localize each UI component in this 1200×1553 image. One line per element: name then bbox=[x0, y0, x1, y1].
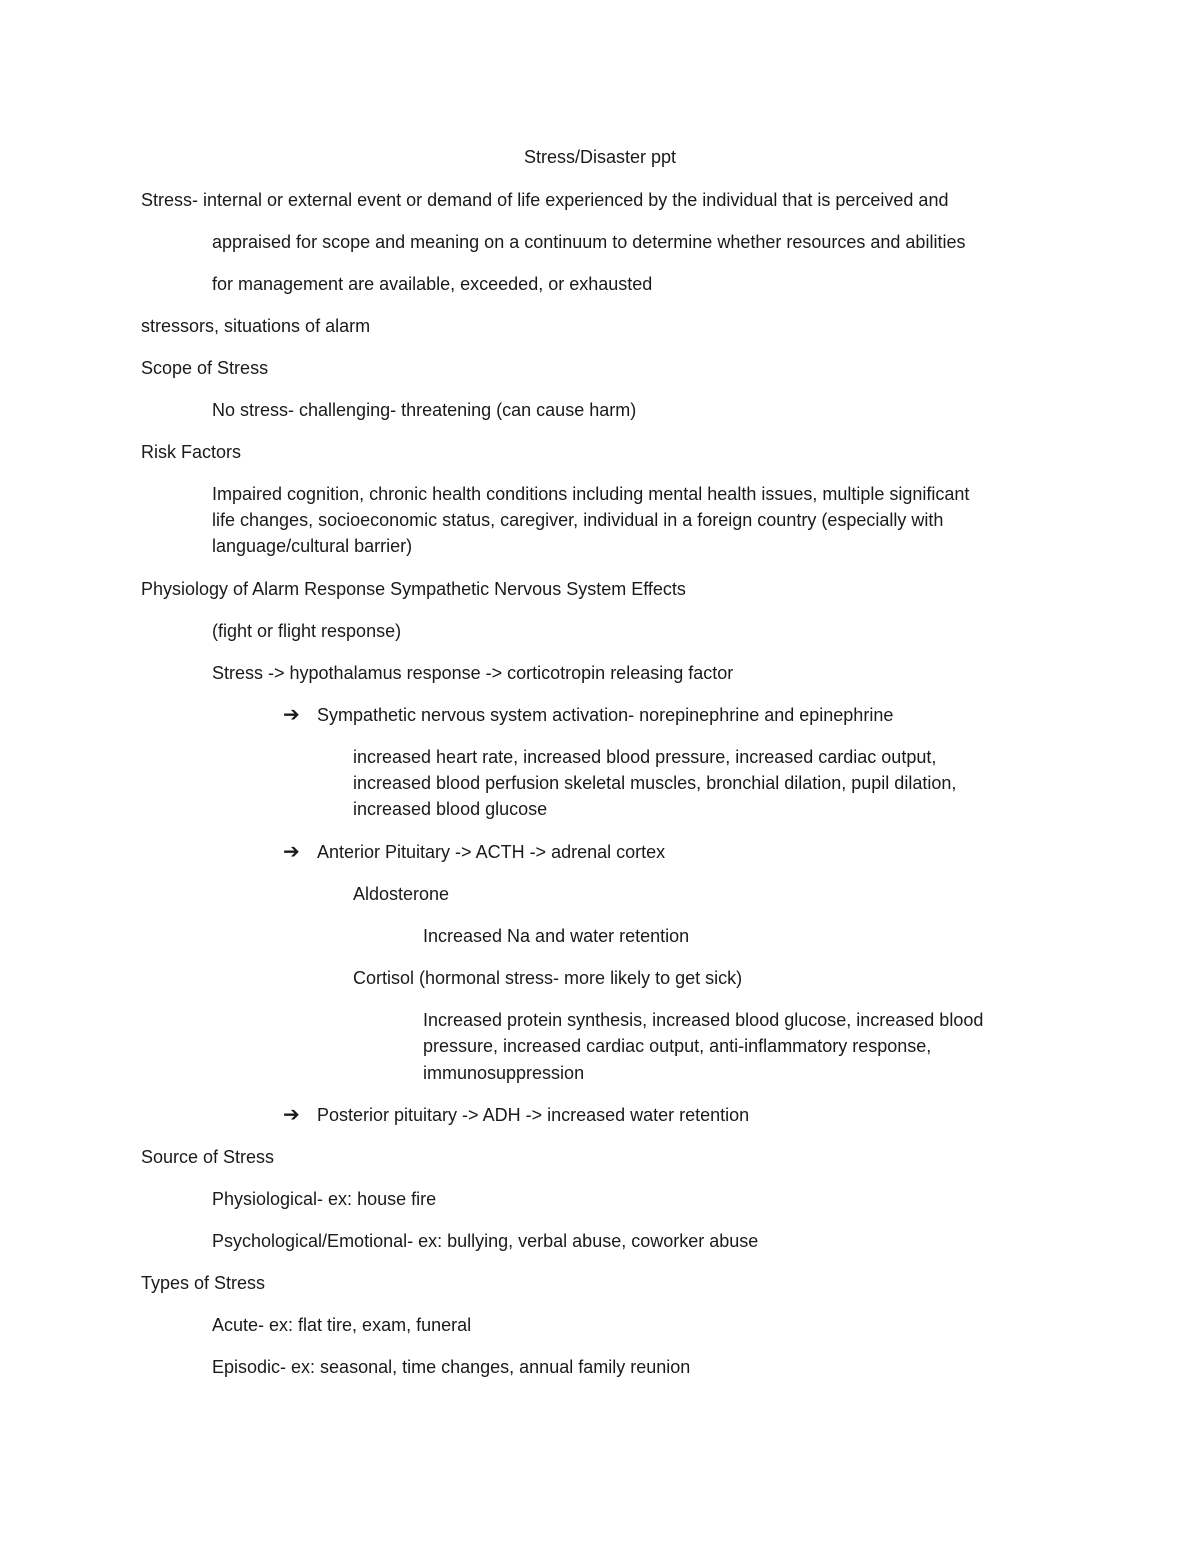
stress-chain: Stress -> hypothalamus response -> corticotropin releasing factor bbox=[212, 663, 734, 683]
cortisol: Cortisol (hormonal stress- more likely to get sick) bbox=[353, 968, 743, 988]
risk-line-1: Impaired cognition, chronic health conditions including mental health issues, multiple significant bbox=[212, 484, 970, 504]
source-item-psychological: Psychological/Emotional- ex: bullying, verbal abuse, coworker abuse bbox=[212, 1231, 759, 1251]
arrow-icon: ➔ bbox=[283, 1104, 300, 1126]
aldosterone-effect: Increased Na and water retention bbox=[423, 926, 690, 946]
physiology-heading: Physiology of Alarm Response Sympathetic Nervous System Effects bbox=[141, 579, 686, 599]
source-item-physiological: Physiological- ex: house fire bbox=[212, 1189, 437, 1209]
types-heading: Types of Stress bbox=[141, 1273, 266, 1293]
risk-heading: Risk Factors bbox=[141, 442, 242, 462]
stress-definition-line-3: for management are available, exceeded, or exhausted bbox=[212, 274, 653, 294]
aldosterone: Aldosterone bbox=[353, 884, 450, 904]
effects-line-3: increased blood glucose bbox=[353, 799, 548, 819]
types-item-episodic: Episodic- ex: seasonal, time changes, annual family reunion bbox=[212, 1357, 691, 1377]
effects-line-1: increased heart rate, increased blood pressure, increased cardiac output, bbox=[353, 747, 937, 767]
source-heading: Source of Stress bbox=[141, 1147, 275, 1167]
fight-or-flight: (fight or flight response) bbox=[212, 621, 402, 641]
cortisol-effects-line-1: Increased protein synthesis, increased blood glucose, increased blood bbox=[423, 1010, 984, 1030]
types-item-acute: Acute- ex: flat tire, exam, funeral bbox=[212, 1315, 472, 1335]
risk-line-2: life changes, socioeconomic status, caregiver, individual in a foreign country (especially with bbox=[212, 510, 944, 530]
cortisol-effects-line-2: pressure, increased cardiac output, anti-inflammatory response, bbox=[423, 1036, 932, 1056]
stressors-line: stressors, situations of alarm bbox=[141, 316, 371, 336]
cortisol-effects-line-3: immunosuppression bbox=[423, 1063, 585, 1083]
risk-line-3: language/cultural barrier) bbox=[212, 536, 413, 556]
arrow-icon: ➔ bbox=[283, 704, 300, 726]
posterior-pituitary: Posterior pituitary -> ADH -> increased water retention bbox=[317, 1105, 750, 1125]
anterior-pituitary: Anterior Pituitary -> ACTH -> adrenal cortex bbox=[317, 842, 666, 862]
scope-heading: Scope of Stress bbox=[141, 358, 269, 378]
scope-item: No stress- challenging- threatening (can cause harm) bbox=[212, 400, 637, 420]
sympathetic-activation: Sympathetic nervous system activation- norepinephrine and epinephrine bbox=[317, 705, 894, 725]
stress-definition-line-2: appraised for scope and meaning on a continuum to determine whether resources and abilities bbox=[212, 232, 966, 252]
effects-line-2: increased blood perfusion skeletal muscles, bronchial dilation, pupil dilation, bbox=[353, 773, 957, 793]
arrow-icon: ➔ bbox=[283, 841, 300, 863]
document-title: Stress/Disaster ppt bbox=[523, 147, 677, 167]
stress-definition-line-1: Stress- internal or external event or demand of life experienced by the individual that is perceived and bbox=[141, 190, 949, 210]
